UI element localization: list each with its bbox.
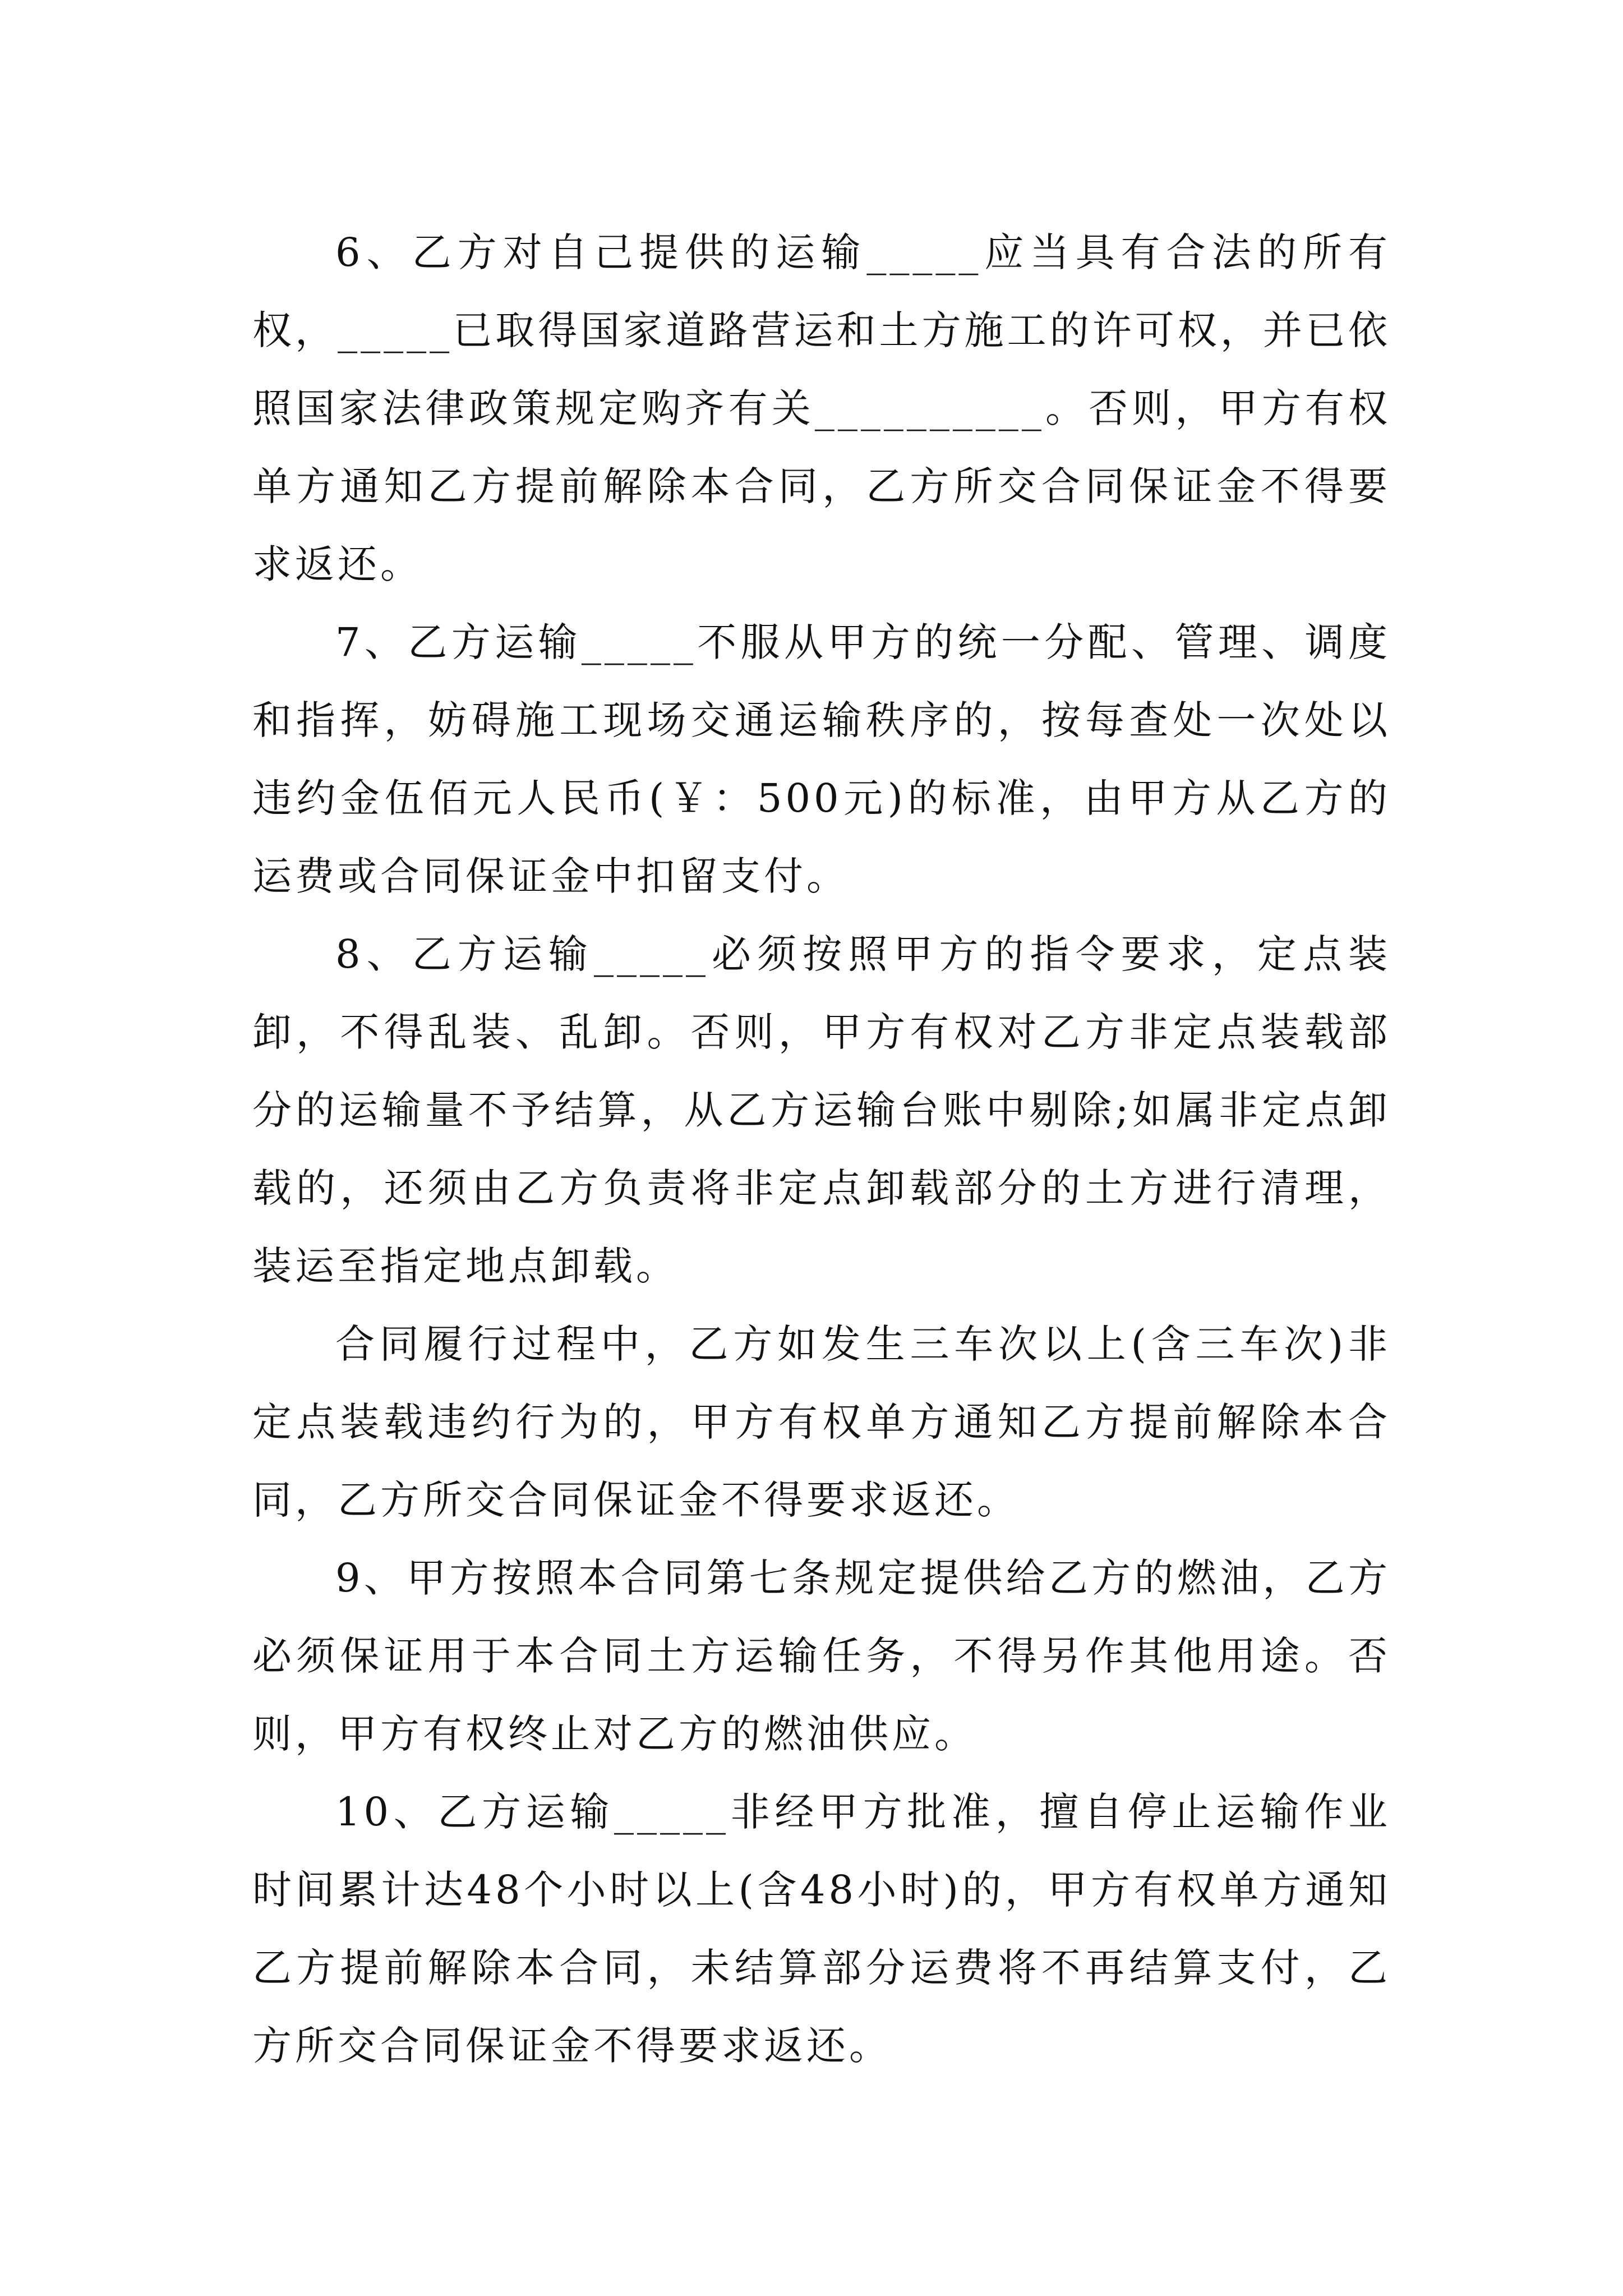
clause-10-paragraph: 10、乙方运输_____非经甲方批准，擅自停止运输作业时间累计达48个小时以上(含48小时)的，甲方有权单方通知乙方提前解除本合同，未结算部分运费将不再结算支付，乙方所交合同保证金不得要求返还。 — [252, 1789, 1391, 2069]
clause-6-paragraph: 6、乙方对自己提供的运输_____应当具有合法的所有权，_____已取得国家道路营运和土方施工的许可权，并已依照国家法律政策规定购齐有关__________。否则，甲方有权单方通知乙方提前解除本合同，乙方所交合同保证金不得要求返还。 — [252, 229, 1391, 587]
clause-9-paragraph: 9、甲方按照本合同第七条规定提供给乙方的燃油，乙方必须保证用于本合同土方运输任务，不得另作其他用途。否则，甲方有权终止对乙方的燃油供应。 — [252, 1555, 1391, 1757]
clause-8-supplement-paragraph: 合同履行过程中，乙方如发生三车次以上(含三车次)非定点装载违约行为的，甲方有权单方通知乙方提前解除本合同，乙方所交合同保证金不得要求返还。 — [252, 1321, 1391, 1523]
clause-7-paragraph: 7、乙方运输_____不服从甲方的统一分配、管理、调度和指挥，妨碍施工现场交通运输秩序的，按每查处一次处以违约金伍佰元人民币(￥：500元)的标准，由甲方从乙方的运费或合同保证金中扣留支付。 — [252, 619, 1391, 899]
clause-8-paragraph: 8、乙方运输_____必须按照甲方的指令要求，定点装卸，不得乱装、乱卸。否则，甲方有权对乙方非定点装载部分的运输量不予结算，从乙方运输台账中剔除;如属非定点卸载的，还须由乙方负责将非定点卸载部分的土方进行清理，装运至指定地点卸载。 — [252, 931, 1391, 1289]
